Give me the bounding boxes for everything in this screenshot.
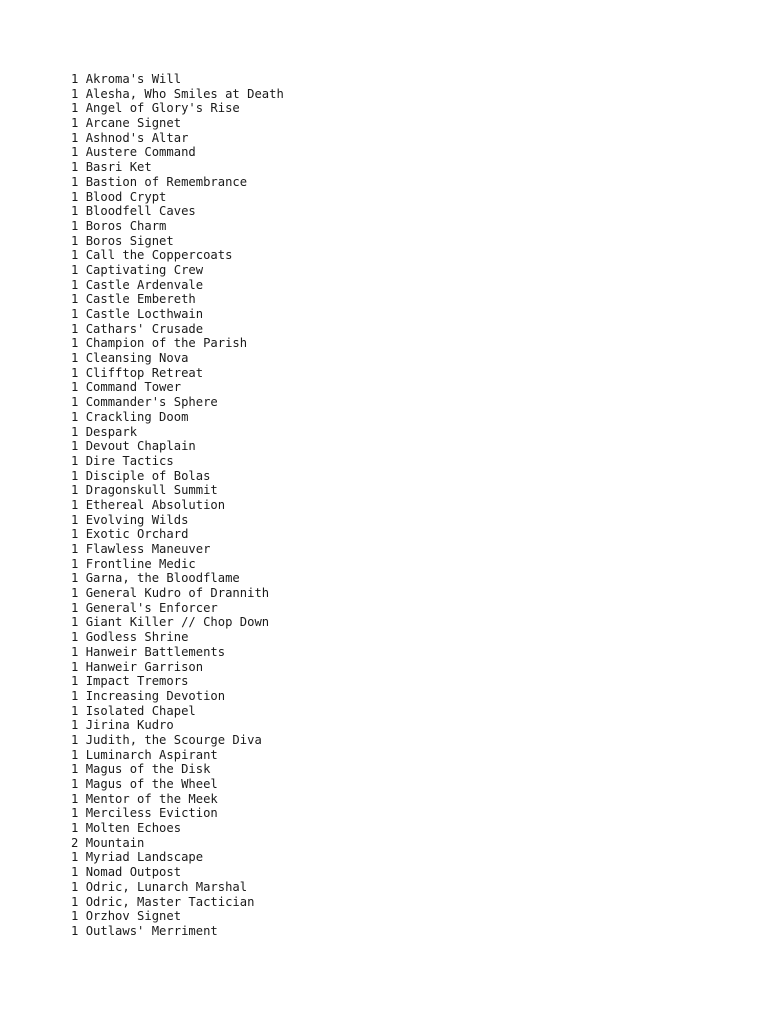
separator <box>78 571 85 585</box>
list-item <box>71 248 768 263</box>
card-name: Cleansing Nova <box>85 351 189 366</box>
card-name: Odric, Master Tactician <box>85 894 255 909</box>
card-name: Odric, Lunarch Marshal <box>85 879 248 894</box>
card-name: Arcane Signet <box>85 116 182 131</box>
card-name: Dragonskull Summit <box>85 483 218 498</box>
card-quantity: 1 <box>71 600 79 615</box>
card-name: Molten Echoes <box>85 821 182 836</box>
card-quantity: 1 <box>71 130 79 145</box>
list-item <box>71 792 768 807</box>
card-name: General's Enforcer <box>85 600 218 615</box>
card-name: Exotic Orchard <box>85 527 189 542</box>
list-item <box>71 336 768 351</box>
list-item <box>71 513 768 528</box>
card-name: Alesha, Who Smiles at Death <box>85 86 284 101</box>
list-item <box>71 718 768 733</box>
separator <box>78 630 85 644</box>
list-item <box>71 101 768 116</box>
list-item <box>71 366 768 381</box>
list-item <box>71 895 768 910</box>
separator <box>78 748 85 762</box>
separator <box>78 483 85 497</box>
card-quantity: 1 <box>71 424 79 439</box>
separator <box>78 410 85 424</box>
separator <box>78 175 85 189</box>
list-item <box>71 498 768 513</box>
separator <box>78 601 85 615</box>
list-item <box>71 880 768 895</box>
card-name: Garna, the Bloodflame <box>85 571 240 586</box>
card-quantity: 1 <box>71 86 79 101</box>
list-item <box>71 263 768 278</box>
list-item <box>71 307 768 322</box>
card-quantity: 1 <box>71 777 79 791</box>
separator <box>78 762 85 776</box>
list-item <box>71 674 768 689</box>
card-name: Basri Ket <box>85 160 152 175</box>
separator <box>78 439 85 453</box>
separator <box>78 248 85 262</box>
list-item <box>71 116 768 131</box>
card-quantity: 1 <box>71 174 79 189</box>
list-item <box>71 571 768 586</box>
list-item <box>71 454 768 469</box>
list-item <box>71 601 768 616</box>
card-name: Ethereal Absolution <box>85 497 226 512</box>
card-name: Disciple of Bolas <box>85 468 211 483</box>
list-item <box>71 586 768 601</box>
separator <box>78 87 85 101</box>
card-quantity: 2 <box>71 835 79 850</box>
list-item <box>71 483 768 498</box>
separator <box>78 72 85 86</box>
separator <box>78 351 85 365</box>
card-name: Castle Embereth <box>85 292 196 307</box>
list-item <box>71 87 768 102</box>
card-quantity: 1 <box>71 409 79 424</box>
separator <box>78 718 85 732</box>
list-item <box>71 439 768 454</box>
card-quantity: 1 <box>71 850 79 865</box>
list-item <box>71 689 768 704</box>
list-item <box>71 72 768 87</box>
card-name: Increasing Devotion <box>85 688 226 703</box>
card-name: Castle Locthwain <box>85 307 204 321</box>
card-quantity: 1 <box>71 806 79 821</box>
card-quantity: 1 <box>71 395 79 410</box>
separator <box>78 895 85 909</box>
separator <box>78 674 85 688</box>
separator <box>78 792 85 806</box>
card-name: Flawless Maneuver <box>85 542 211 556</box>
card-quantity: 1 <box>71 439 79 454</box>
list-item <box>71 645 768 660</box>
list-item <box>71 748 768 763</box>
separator <box>78 116 85 130</box>
card-name: Crackling Doom <box>85 409 189 424</box>
list-item <box>71 380 768 395</box>
card-name: Luminarch Aspirant <box>85 747 218 762</box>
card-name: Judith, the Scourge Diva <box>85 732 262 747</box>
card-quantity: 1 <box>71 718 79 733</box>
separator <box>78 380 85 394</box>
list-item <box>71 527 768 542</box>
separator <box>78 777 85 791</box>
document-page <box>71 72 768 939</box>
card-quantity: 1 <box>71 116 79 131</box>
card-quantity: 1 <box>71 351 79 366</box>
list-item <box>71 924 768 939</box>
card-quantity: 1 <box>71 218 79 233</box>
list-item <box>71 762 768 777</box>
separator <box>78 880 85 894</box>
card-quantity: 1 <box>71 732 79 747</box>
card-quantity: 1 <box>71 262 79 277</box>
card-name: Clifftop Retreat <box>85 365 204 380</box>
list-item <box>71 733 768 748</box>
separator <box>78 513 85 527</box>
card-name: Captivating Crew <box>85 262 204 277</box>
card-quantity: 1 <box>71 762 79 777</box>
separator <box>78 557 85 571</box>
card-quantity: 1 <box>71 365 79 380</box>
separator <box>78 366 85 380</box>
separator <box>78 821 85 835</box>
separator <box>78 101 85 115</box>
separator <box>78 395 85 409</box>
card-quantity: 1 <box>71 292 79 307</box>
separator <box>78 219 85 233</box>
separator <box>78 263 85 277</box>
list-item <box>71 219 768 234</box>
separator <box>78 469 85 483</box>
separator <box>78 336 85 350</box>
card-name: Command Tower <box>85 380 182 395</box>
separator <box>78 292 85 306</box>
card-name: Impact Tremors <box>85 674 189 689</box>
list-item <box>71 630 768 645</box>
card-quantity: 1 <box>71 145 79 160</box>
separator <box>78 645 85 659</box>
card-quantity: 1 <box>71 160 79 175</box>
card-name: Hanweir Battlements <box>85 644 226 659</box>
list-item <box>71 425 768 440</box>
separator <box>78 278 85 292</box>
card-quantity: 1 <box>71 630 79 645</box>
card-name: Bastion of Remembrance <box>85 174 248 189</box>
list-item <box>71 704 768 719</box>
card-name: Evolving Wilds <box>85 512 189 527</box>
card-quantity: 1 <box>71 233 79 248</box>
list-item <box>71 322 768 337</box>
separator <box>78 131 85 145</box>
card-quantity: 1 <box>71 644 79 659</box>
card-name: Isolated Chapel <box>85 703 196 718</box>
card-name: Dire Tactics <box>85 453 174 468</box>
list-item <box>71 557 768 572</box>
card-name: Call the Coppercoats <box>85 248 233 263</box>
list-item <box>71 615 768 630</box>
card-name: Mountain <box>85 835 145 850</box>
card-name: Cathars' Crusade <box>85 321 204 336</box>
separator <box>78 322 85 336</box>
card-quantity: 1 <box>71 615 79 630</box>
card-quantity: 1 <box>71 674 79 689</box>
list-item <box>71 836 768 851</box>
separator <box>78 704 85 718</box>
card-name: Blood Crypt <box>85 189 167 204</box>
list-item <box>71 204 768 219</box>
separator <box>78 924 85 938</box>
card-quantity: 1 <box>71 453 79 468</box>
card-name: Despark <box>85 424 138 439</box>
card-list <box>71 72 768 939</box>
card-quantity: 1 <box>71 923 79 938</box>
card-quantity: 1 <box>71 189 79 204</box>
card-quantity: 1 <box>71 586 79 601</box>
card-quantity: 1 <box>71 527 79 542</box>
card-name: Boros Charm <box>85 218 167 233</box>
list-item <box>71 175 768 190</box>
list-item <box>71 865 768 880</box>
list-item <box>71 395 768 410</box>
card-name: Jirina Kudro <box>85 718 174 733</box>
card-quantity: 1 <box>71 497 79 512</box>
card-name: General Kudro of Drannith <box>85 586 270 601</box>
card-quantity: 1 <box>71 571 79 586</box>
card-quantity: 1 <box>71 307 79 321</box>
card-name: Angel of Glory's Rise <box>85 101 240 116</box>
card-name: Outlaws' Merriment <box>85 923 218 938</box>
card-quantity: 1 <box>71 659 79 674</box>
card-quantity: 1 <box>71 865 79 880</box>
list-item <box>71 190 768 205</box>
separator <box>78 806 85 820</box>
card-quantity: 1 <box>71 336 79 351</box>
card-name: Ashnod's Altar <box>85 130 189 145</box>
card-quantity: 1 <box>71 72 79 86</box>
card-quantity: 1 <box>71 248 79 263</box>
card-quantity: 1 <box>71 483 79 498</box>
card-quantity: 1 <box>71 321 79 336</box>
separator <box>78 234 85 248</box>
card-quantity: 1 <box>71 277 79 292</box>
list-item <box>71 542 768 557</box>
list-item <box>71 821 768 836</box>
separator <box>78 454 85 468</box>
list-item <box>71 660 768 675</box>
separator <box>78 660 85 674</box>
separator <box>78 836 85 850</box>
separator <box>78 733 85 747</box>
list-item <box>71 909 768 924</box>
card-name: Mentor of the Meek <box>85 791 218 806</box>
separator <box>78 689 85 703</box>
card-quantity: 1 <box>71 101 79 116</box>
card-quantity: 1 <box>71 688 79 703</box>
card-quantity: 1 <box>71 380 79 395</box>
card-name: Magus of the Disk <box>85 762 211 777</box>
separator <box>78 498 85 512</box>
card-name: Champion of the Parish <box>85 336 248 351</box>
card-name: Giant Killer // Chop Down <box>85 615 270 630</box>
card-quantity: 1 <box>71 204 79 219</box>
card-name: Magus of the Wheel <box>85 777 218 791</box>
card-name: Nomad Outpost <box>85 865 182 880</box>
card-quantity: 1 <box>71 909 79 924</box>
card-name: Boros Signet <box>85 233 174 248</box>
separator <box>78 865 85 879</box>
card-name: Orzhov Signet <box>85 909 182 924</box>
list-item <box>71 777 768 792</box>
card-name: Frontline Medic <box>85 556 196 571</box>
card-quantity: 1 <box>71 512 79 527</box>
card-name: Commander's Sphere <box>85 395 218 410</box>
card-name: Godless Shrine <box>85 630 189 645</box>
list-item <box>71 160 768 175</box>
separator <box>78 204 85 218</box>
separator <box>78 527 85 541</box>
card-quantity: 1 <box>71 894 79 909</box>
list-item <box>71 351 768 366</box>
card-quantity: 1 <box>71 821 79 836</box>
card-quantity: 1 <box>71 542 79 556</box>
separator <box>78 909 85 923</box>
separator <box>78 850 85 864</box>
separator <box>78 145 85 159</box>
card-quantity: 1 <box>71 879 79 894</box>
list-item <box>71 234 768 249</box>
card-name: Hanweir Garrison <box>85 659 204 674</box>
separator <box>78 307 85 321</box>
list-item <box>71 850 768 865</box>
card-name: Akroma's Will <box>85 72 182 86</box>
list-item <box>71 806 768 821</box>
card-name: Myriad Landscape <box>85 850 204 865</box>
list-item <box>71 131 768 146</box>
card-name: Devout Chaplain <box>85 439 196 454</box>
separator <box>78 615 85 629</box>
card-name: Merciless Eviction <box>85 806 218 821</box>
card-name: Bloodfell Caves <box>85 204 196 219</box>
card-quantity: 1 <box>71 468 79 483</box>
list-item <box>71 292 768 307</box>
list-item <box>71 410 768 425</box>
separator <box>78 425 85 439</box>
card-quantity: 1 <box>71 556 79 571</box>
separator <box>78 542 85 556</box>
separator <box>78 586 85 600</box>
card-quantity: 1 <box>71 747 79 762</box>
card-quantity: 1 <box>71 703 79 718</box>
list-item <box>71 469 768 484</box>
list-item <box>71 145 768 160</box>
card-quantity: 1 <box>71 791 79 806</box>
card-name: Castle Ardenvale <box>85 277 204 292</box>
separator <box>78 160 85 174</box>
card-name: Austere Command <box>85 145 196 160</box>
list-item <box>71 278 768 293</box>
separator <box>78 190 85 204</box>
